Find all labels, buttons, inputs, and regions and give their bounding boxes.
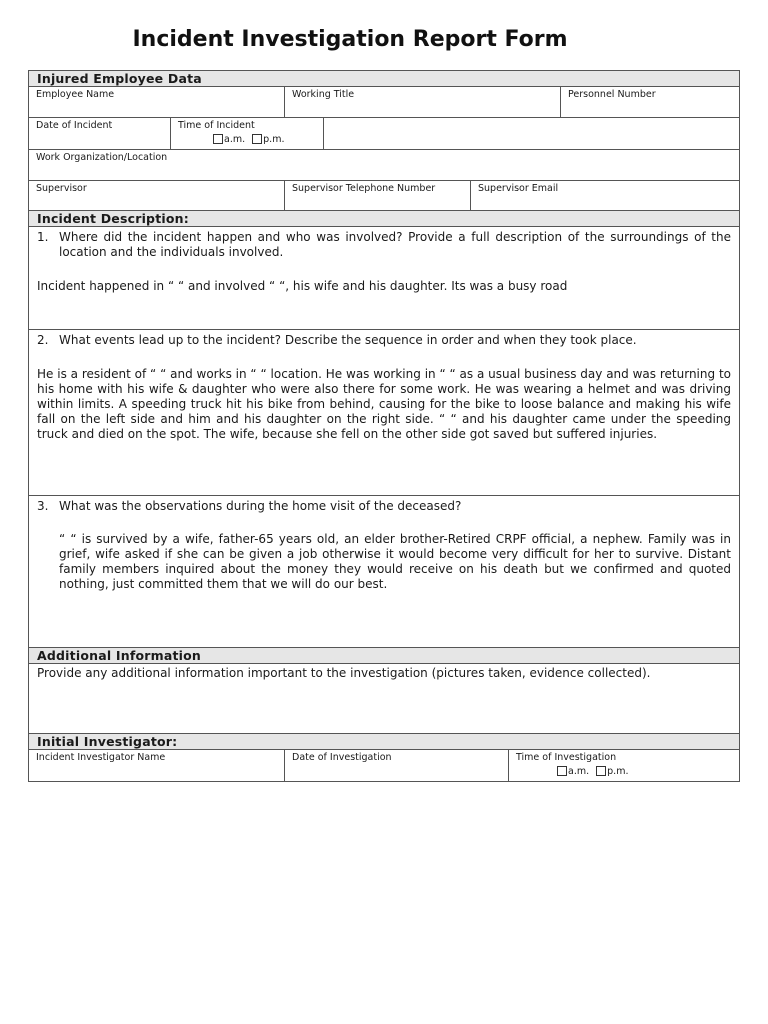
work-organization-field[interactable]: Work Organization/Location	[36, 152, 168, 163]
section-additional-information: Additional Information	[29, 648, 739, 664]
additional-info-block[interactable]	[29, 664, 739, 734]
time-of-incident-field[interactable]: Time of Incident a.m. p.m.	[171, 118, 324, 149]
supervisor-field[interactable]: Supervisor	[29, 181, 285, 210]
incident-ampm: a.m. p.m.	[213, 134, 284, 145]
question-2-block[interactable]: 2. What events lead up to the incident? Describe the sequence in order and when they took place. He is a resident of “ “ and works in “ “ location. He was working in “ “ as a usual business day and was returning to his home with his wife & daughter who were also there for some work. He was wearing a helmet and was driving within limits. A speeding truck hit his bike from behind, causing for the bike to loose balance and making his wife fall on the left side and him and his daughter on the right side. “ “ and his daughter came under the speeding truck and died on the spot. The wife, because she fell on the other side got saved but suffered injuries.	[29, 330, 739, 496]
pm-checkbox[interactable]	[252, 134, 262, 144]
question-3-text: What was the observations during the home visit of the deceased?	[59, 499, 462, 513]
row-work-org	[29, 150, 739, 181]
date-of-investigation-field[interactable]: Date of Investigation	[285, 750, 509, 781]
working-title-field[interactable]: Working Title	[285, 87, 561, 117]
employee-name-field[interactable]: Employee Name	[29, 87, 285, 117]
section-initial-investigator: Initial Investigator:	[29, 734, 739, 750]
date-of-incident-field[interactable]: Date of Incident	[29, 118, 171, 149]
report-form	[28, 70, 740, 782]
answer-1-text: Incident happened in “ “ and involved “ “, his wife and his daughter. Its was a busy road	[37, 279, 568, 293]
incident-extra-field[interactable]	[324, 118, 739, 149]
row-employee	[29, 87, 739, 118]
investigator-name-field[interactable]: Incident Investigator Name	[29, 750, 285, 781]
row-incident-time	[29, 118, 739, 150]
row-investigator	[29, 750, 739, 781]
supervisor-phone-field[interactable]: Supervisor Telephone Number	[285, 181, 471, 210]
am-checkbox[interactable]	[213, 134, 223, 144]
question-1-block[interactable]: 1. Where did the incident happen and who was involved? Provide a full description of the surroundings of the location and the individuals involved. Incident happened in “ “ and involved “ “, his wife and his daughter. Its was a busy road	[29, 227, 739, 330]
supervisor-email-field[interactable]: Supervisor Email	[478, 183, 559, 194]
pm-checkbox[interactable]	[596, 766, 606, 776]
section-injured-employee: Injured Employee Data	[29, 71, 739, 87]
personnel-number-field[interactable]: Personnel Number	[568, 89, 656, 100]
additional-info-text: Provide any additional information important to the investigation (pictures taken, evidence collected).	[37, 666, 651, 680]
question-3-block[interactable]: 3. What was the observations during the home visit of the deceased? “ “ is survived by a wife, father-65 years old, an elder brother-Retired CRPF official, a nephew. Family was in grief, wife asked if she can be given a job otherwise it would become very difficult for her to survive. Distant family members inquired about the money they would receive on his death but we confirmed and quoted nothing, just committed them that we will do our best.	[29, 496, 739, 648]
answer-2-text: He is a resident of “ “ and works in “ “ location. He was working in “ “ as a usual business day and was returning to his home with his wife & daughter who were also there for some work. He was wearing a helmet and was driving within limits. A speeding truck hit his bike from behind, causing for the bike to loose balance and making his wife fall on the left side and him and his daughter on the right side. “ “ and his daughter came under the speeding truck and died on the spot. The wife, because she fell on the other side got saved but suffered injuries.	[37, 367, 731, 441]
row-supervisor	[29, 181, 739, 211]
am-checkbox[interactable]	[557, 766, 567, 776]
question-2-text: What events lead up to the incident? Describe the sequence in order and when they took place.	[59, 333, 637, 347]
investigation-ampm: a.m. p.m.	[557, 766, 628, 777]
page-title: Incident Investigation Report Form	[132, 27, 568, 52]
question-1-text: Where did the incident happen and who was involved? Provide a full description of the surroundings of the location and the individuals involved.	[59, 230, 731, 259]
time-of-investigation-field[interactable]: Time of Investigation a.m. p.m.	[516, 752, 629, 777]
answer-3-text: “ “ is survived by a wife, father-65 years old, an elder brother-Retired CRPF official, a nephew. Family was in grief, wife asked if she can be given a job otherwise it would become very difficult for her to survive. Distant family members inquired about the money they would receive on his death but we confirmed and quoted nothing, just committed them that we will do our best.	[59, 532, 731, 591]
section-incident-description: Incident Description:	[29, 211, 739, 227]
